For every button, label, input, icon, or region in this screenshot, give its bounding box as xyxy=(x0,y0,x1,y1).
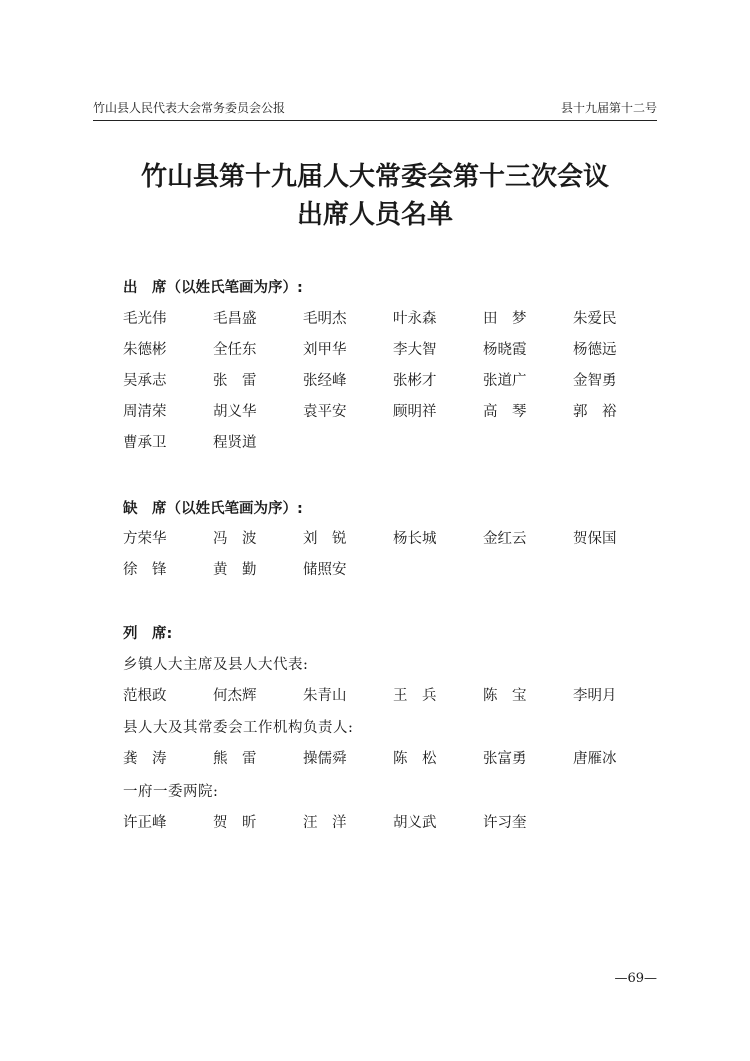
person-name: 胡义武 xyxy=(393,815,437,831)
person-name: 金智勇 xyxy=(573,373,617,389)
document-subtitle: 出席人员名单 xyxy=(296,200,453,230)
person-name: 胡义华 xyxy=(213,404,257,420)
person-name: 金红云 xyxy=(483,531,527,547)
person-name: 杨德远 xyxy=(573,342,617,358)
observer-group-label-township: 乡镇人大主席及县人大代表: xyxy=(123,657,309,673)
observer-group-names-committee xyxy=(123,748,643,770)
observer-group-label-committee: 县人大及其常委会工作机构负责人: xyxy=(123,720,354,736)
observer-group-names-government xyxy=(123,812,643,834)
header-issue-number: 县十九届第十二号 xyxy=(560,101,657,115)
person-name: 许习奎 xyxy=(483,815,527,831)
person-name: 李大智 xyxy=(393,342,437,358)
person-name: 郭 裕 xyxy=(573,404,617,420)
person-name: 朱青山 xyxy=(303,688,347,704)
person-name: 龚 涛 xyxy=(123,751,167,767)
person-name: 张彬才 xyxy=(393,373,437,389)
absent-heading: 缺 席（以姓氏笔画为序）: xyxy=(123,501,303,517)
attend-name-list xyxy=(123,308,643,454)
absent-name-list xyxy=(123,528,643,581)
person-name: 朱德彬 xyxy=(123,342,167,358)
header-rule xyxy=(93,120,657,121)
person-name: 黄 勤 xyxy=(213,562,257,578)
person-name: 徐 锋 xyxy=(123,562,167,578)
person-name: 曹承卫 xyxy=(123,435,167,451)
person-name: 刘 锐 xyxy=(303,531,347,547)
person-name: 贺 昕 xyxy=(213,815,257,831)
person-name: 顾明祥 xyxy=(393,404,437,420)
header-publication-name: 竹山县人民代表大会常务委员会公报 xyxy=(93,101,286,115)
person-name: 张道广 xyxy=(483,373,527,389)
person-name: 熊 雷 xyxy=(213,751,257,767)
person-name: 张 雷 xyxy=(213,373,257,389)
person-name: 刘甲华 xyxy=(303,342,347,358)
person-name: 杨晓霞 xyxy=(483,342,527,358)
person-name: 朱爱民 xyxy=(573,311,617,327)
person-name: 冯 波 xyxy=(213,531,257,547)
person-name: 唐雁冰 xyxy=(573,751,617,767)
observer-group-label-government: 一府一委两院: xyxy=(123,784,219,800)
person-name: 全任东 xyxy=(213,342,257,358)
person-name: 叶永森 xyxy=(393,311,437,327)
person-name: 李明月 xyxy=(573,688,617,704)
person-name: 操儒舜 xyxy=(303,751,347,767)
person-name: 毛昌盛 xyxy=(213,311,257,327)
person-name: 许正峰 xyxy=(123,815,167,831)
person-name: 毛明杰 xyxy=(303,311,347,327)
person-name: 毛光伟 xyxy=(123,311,167,327)
person-name: 储照安 xyxy=(303,562,347,578)
person-name: 汪 洋 xyxy=(303,815,347,831)
person-name: 方荣华 xyxy=(123,531,167,547)
person-name: 王 兵 xyxy=(393,688,437,704)
person-name: 范根政 xyxy=(123,688,167,704)
person-name: 周清荣 xyxy=(123,404,167,420)
document-title: 竹山县第十九届人大常委会第十三次会议 xyxy=(140,162,609,192)
person-name: 何杰辉 xyxy=(213,688,257,704)
observer-group-names-township xyxy=(123,685,643,707)
person-name: 杨长城 xyxy=(393,531,437,547)
attend-heading: 出 席（以姓氏笔画为序）: xyxy=(123,280,303,296)
person-name: 张经峰 xyxy=(303,373,347,389)
person-name: 袁平安 xyxy=(303,404,347,420)
person-name: 田 梦 xyxy=(483,311,527,327)
person-name: 吴承志 xyxy=(123,373,167,389)
person-name: 程贤道 xyxy=(213,435,257,451)
person-name: 张富勇 xyxy=(483,751,527,767)
person-name: 陈 松 xyxy=(393,751,437,767)
observers-heading: 列 席: xyxy=(123,626,173,642)
person-name: 陈 宝 xyxy=(483,688,527,704)
page-number: —69— xyxy=(614,971,657,986)
person-name: 贺保国 xyxy=(573,531,617,547)
person-name: 高 琴 xyxy=(483,404,527,420)
